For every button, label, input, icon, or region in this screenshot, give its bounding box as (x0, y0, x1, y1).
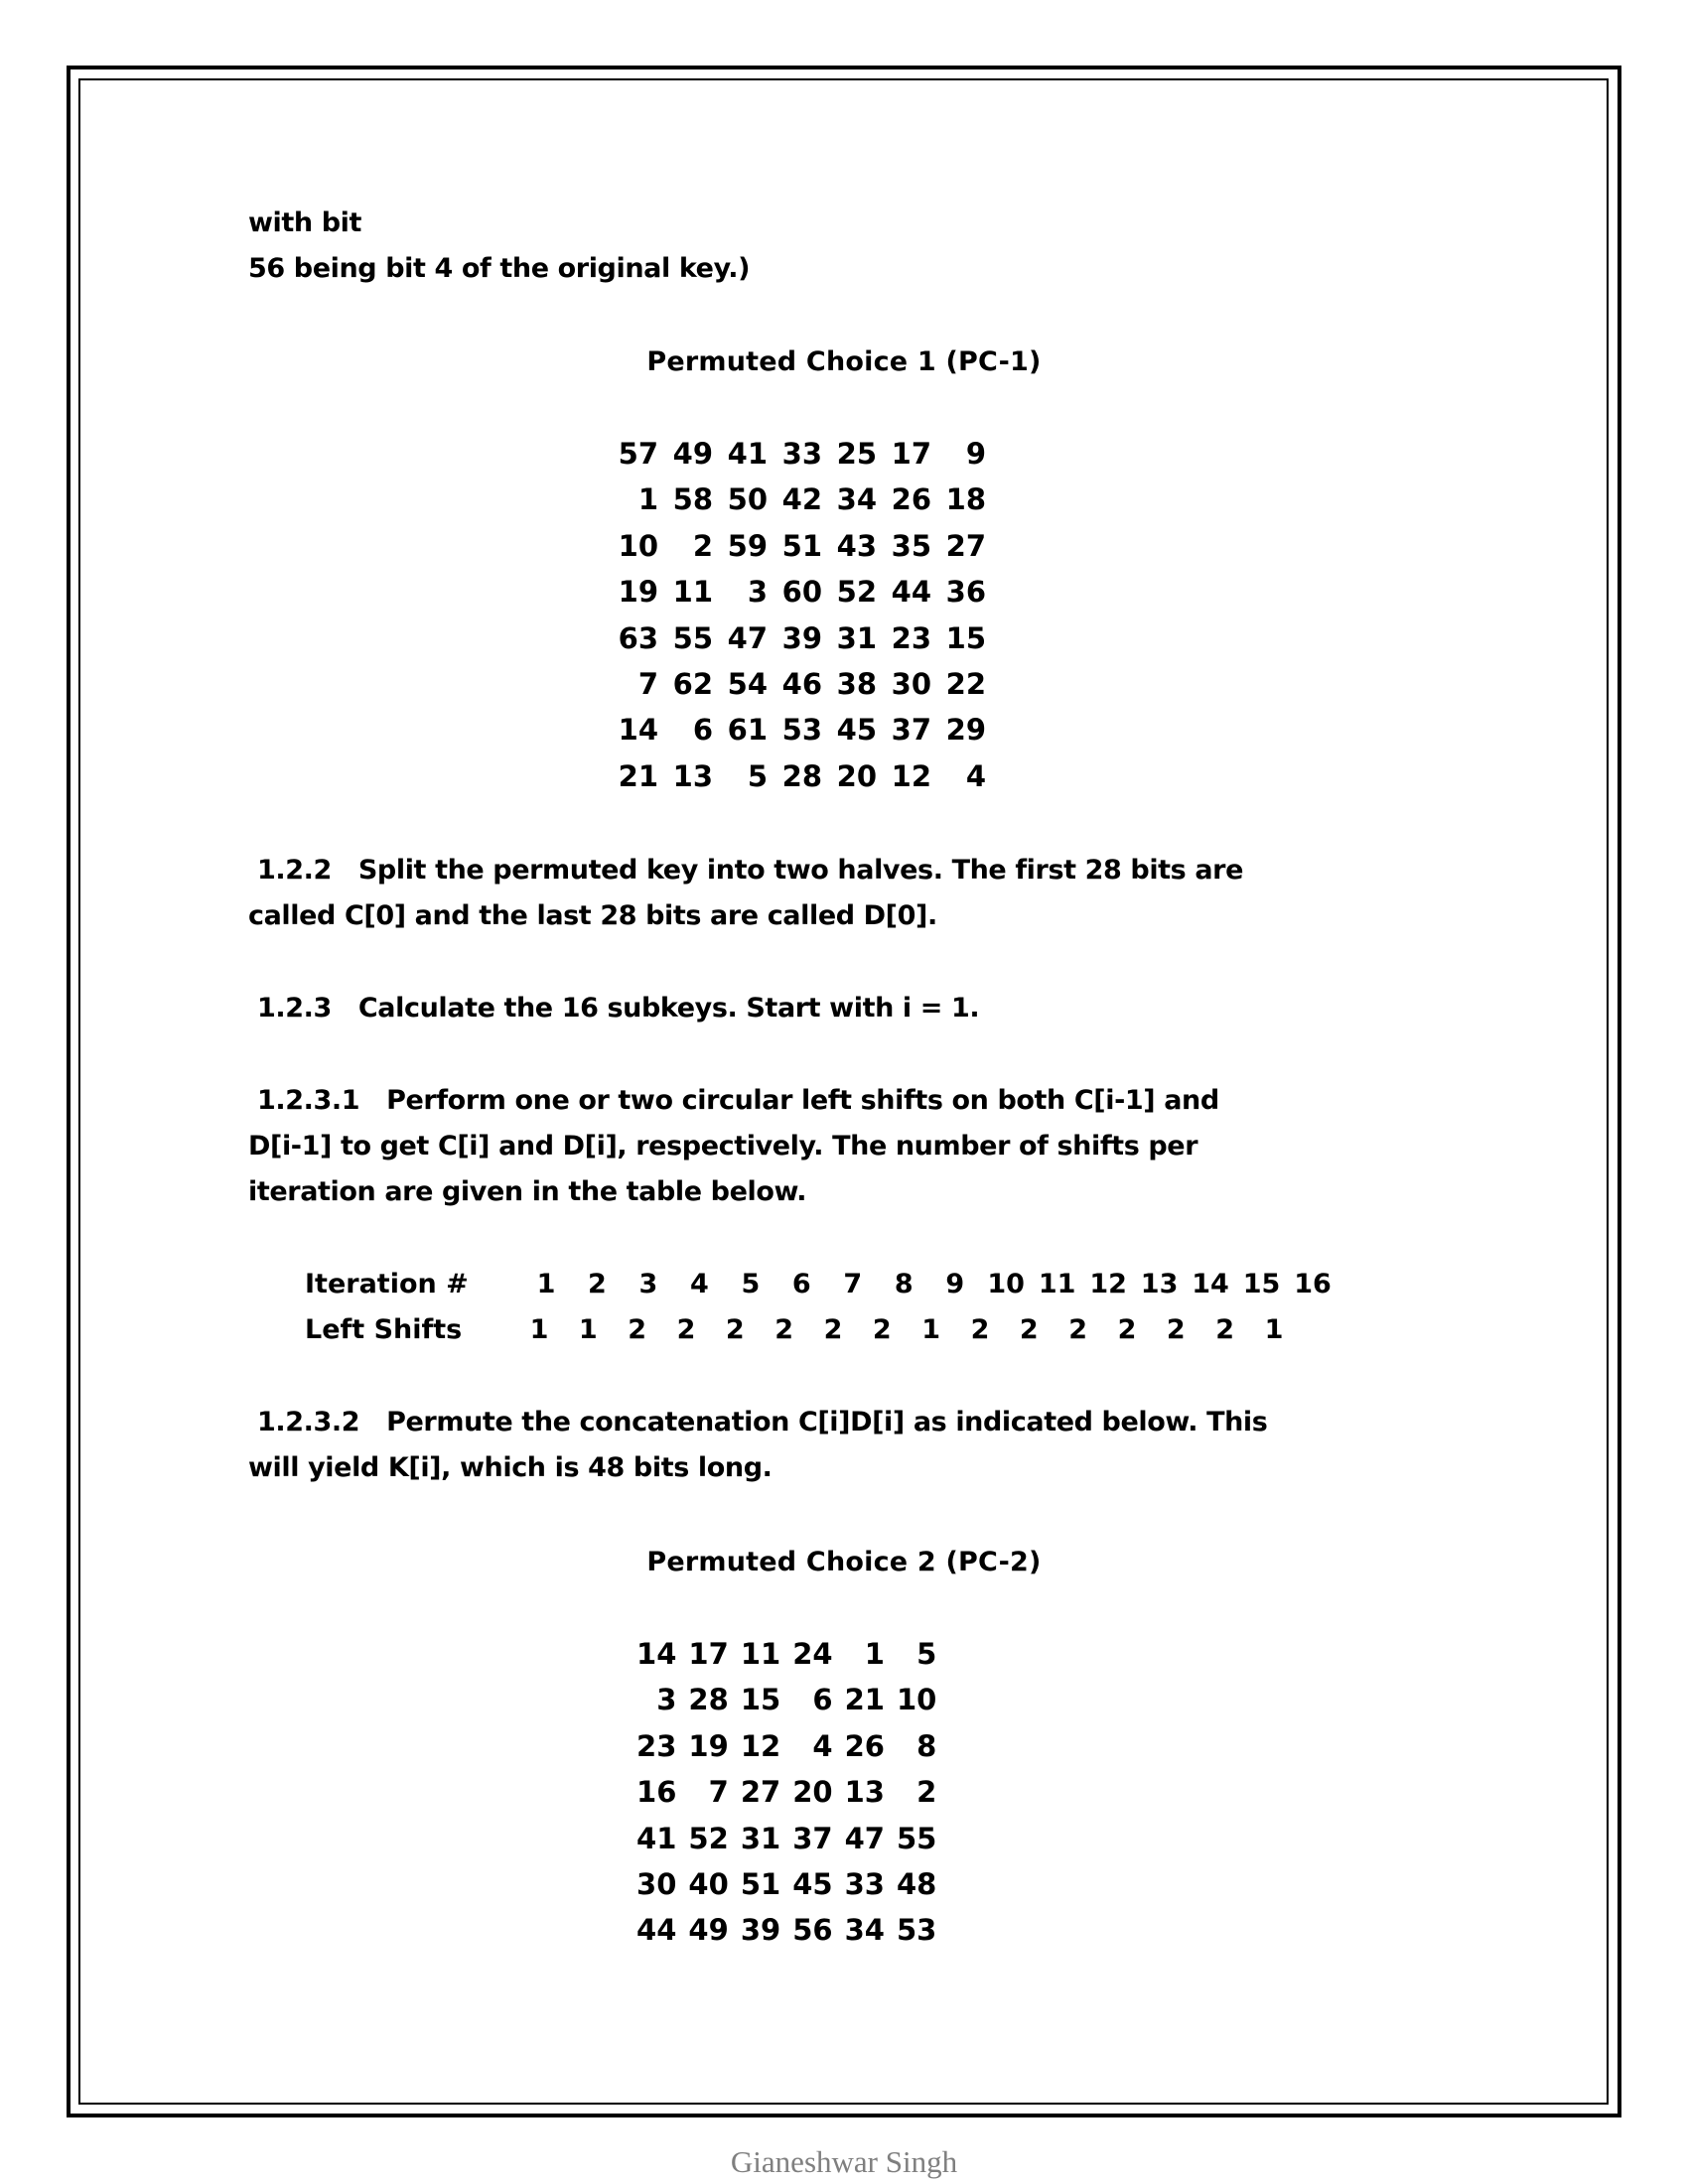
iteration-number: 12 (1089, 1269, 1127, 1299)
pc1-cell: 42 (781, 482, 822, 517)
pc2-cell: 5 (916, 1637, 937, 1671)
pc1-cell: 30 (891, 666, 931, 701)
pc2-cell: 10 (896, 1683, 937, 1717)
pc1-cell: 35 (891, 528, 931, 563)
pc2-cell: 19 (688, 1728, 729, 1763)
intro-line-2: 56 being bit 4 of the original key.) (248, 253, 751, 284)
left-shifts-label: Left Shifts (305, 1314, 463, 1345)
pc1-row (604, 707, 986, 752)
pc1-cell: 55 (672, 620, 713, 655)
pc1-cell: 27 (945, 528, 986, 563)
pc1-cell: 53 (781, 713, 822, 748)
pc2-cell: 26 (844, 1728, 885, 1763)
pc1-row (604, 569, 986, 614)
left-shift-value: 2 (774, 1314, 794, 1345)
pc2-cell: 1 (864, 1637, 885, 1671)
pc2-cell: 40 (688, 1866, 729, 1901)
pc1-cell: 20 (836, 758, 877, 793)
pc2-cell: 4 (812, 1728, 833, 1763)
step-1-2-3-1-line-2: D[i-1] to get C[i] and D[i], respectively. The number of shifts per (248, 1131, 1198, 1161)
pc1-cell: 2 (692, 528, 713, 563)
pc2-cell: 20 (792, 1775, 833, 1810)
left-shift-value: 2 (628, 1314, 647, 1345)
iteration-number: 2 (588, 1269, 607, 1299)
left-shift-value: 2 (1068, 1314, 1088, 1345)
left-shift-value: 2 (823, 1314, 843, 1345)
pc2-row (625, 1677, 936, 1722)
iteration-number: 15 (1242, 1269, 1281, 1299)
pc2-cell: 31 (740, 1821, 781, 1855)
pc2-cell: 28 (688, 1683, 729, 1717)
pc2-cell: 37 (792, 1821, 833, 1855)
pc1-cell: 5 (747, 758, 768, 793)
pc2-row (625, 1907, 936, 1953)
pc1-cell: 11 (672, 575, 713, 610)
iteration-number: 14 (1192, 1269, 1229, 1299)
step-1-2-3-1-line-1: 1.2.3.1 Perform one or two circular left shifts on both C[i-1] and (248, 1085, 1219, 1116)
pc1-cell: 7 (637, 666, 658, 701)
step-1-2-2-line-2: called C[0] and the last 28 bits are called D[0]. (248, 900, 937, 931)
step-1-2-2-line-1: 1.2.2 Split the permuted key into two halves. The first 28 bits are (248, 855, 1243, 886)
pc1-cell: 38 (836, 666, 877, 701)
left-shift-value: 2 (1019, 1314, 1039, 1345)
pc1-cell: 44 (891, 575, 931, 610)
pc2-cell: 16 (636, 1775, 677, 1810)
pc1-cell: 18 (945, 482, 986, 517)
pc1-cell: 6 (692, 713, 713, 748)
pc2-cell: 56 (792, 1913, 833, 1948)
pc2-row (625, 1631, 936, 1677)
pc2-cell: 39 (740, 1913, 781, 1948)
pc2-cell: 49 (688, 1913, 729, 1948)
pc2-cell: 7 (708, 1775, 729, 1810)
left-shift-value: 1 (921, 1314, 941, 1345)
pc1-cell: 29 (945, 713, 986, 748)
pc1-cell: 43 (836, 528, 877, 563)
iteration-label: Iteration # (305, 1269, 469, 1299)
pc1-row (604, 431, 986, 477)
pc1-cell: 59 (727, 528, 768, 563)
pc2-cell: 27 (740, 1775, 781, 1810)
pc1-cell: 37 (891, 713, 931, 748)
pc1-row (604, 477, 986, 522)
pc1-cell: 1 (637, 482, 658, 517)
pc1-cell: 63 (618, 620, 658, 655)
pc1-cell: 19 (618, 575, 658, 610)
pc2-cell: 45 (792, 1866, 833, 1901)
pc1-cell: 58 (672, 482, 713, 517)
intro-line-1: with bit (248, 207, 362, 238)
pc2-cell: 47 (844, 1821, 885, 1855)
pc2-cell: 53 (896, 1913, 937, 1948)
iteration-number: 3 (638, 1269, 658, 1299)
pc1-cell: 61 (727, 713, 768, 748)
pc2-cell: 48 (896, 1866, 937, 1901)
pc1-cell: 39 (781, 620, 822, 655)
pc2-cell: 17 (688, 1637, 729, 1671)
pc1-row (604, 661, 986, 707)
pc1-cell: 25 (836, 437, 877, 471)
pc1-row (604, 523, 986, 569)
pc2-row (625, 1816, 936, 1861)
pc2-cell: 2 (916, 1775, 937, 1810)
pc1-cell: 57 (618, 437, 658, 471)
pc2-cell: 34 (844, 1913, 885, 1948)
left-shift-value: 2 (1215, 1314, 1235, 1345)
pc1-cell: 12 (891, 758, 931, 793)
pc2-table (625, 1631, 936, 1954)
pc1-cell: 46 (781, 666, 822, 701)
pc2-cell: 41 (636, 1821, 677, 1855)
pc2-title: Permuted Choice 2 (PC-2) (646, 1547, 1042, 1577)
pc2-cell: 3 (656, 1683, 677, 1717)
pc2-row (625, 1769, 936, 1815)
pc1-cell: 36 (945, 575, 986, 610)
left-shift-value: 2 (1166, 1314, 1186, 1345)
pc1-cell: 33 (781, 437, 822, 471)
pc1-cell: 17 (891, 437, 931, 471)
iteration-number: 10 (987, 1269, 1025, 1299)
pc1-row (604, 753, 986, 799)
pc2-cell: 21 (844, 1683, 885, 1717)
pc2-cell: 14 (636, 1637, 677, 1671)
left-shift-value: 1 (578, 1314, 598, 1345)
left-shift-value: 2 (725, 1314, 745, 1345)
pc1-cell: 47 (727, 620, 768, 655)
pc2-cell: 11 (740, 1637, 781, 1671)
pc1-cell: 50 (727, 482, 768, 517)
left-shift-value: 2 (1117, 1314, 1137, 1345)
pc1-cell: 51 (781, 528, 822, 563)
pc1-cell: 45 (836, 713, 877, 748)
pc2-cell: 52 (688, 1821, 729, 1855)
pc2-cell: 30 (636, 1866, 677, 1901)
pc2-row (625, 1723, 936, 1769)
iteration-number: 8 (894, 1269, 914, 1299)
pc1-table (604, 431, 986, 799)
iteration-number: 4 (689, 1269, 709, 1299)
pc1-cell: 62 (672, 666, 713, 701)
pc2-cell: 33 (844, 1866, 885, 1901)
pc1-title: Permuted Choice 1 (PC-1) (646, 346, 1042, 377)
pc1-cell: 41 (727, 437, 768, 471)
pc1-cell: 3 (747, 575, 768, 610)
left-shift-value: 1 (1264, 1314, 1284, 1345)
left-shift-value: 2 (872, 1314, 892, 1345)
pc1-cell: 23 (891, 620, 931, 655)
pc2-cell: 12 (740, 1728, 781, 1763)
pc1-cell: 13 (672, 758, 713, 793)
pc1-cell: 15 (945, 620, 986, 655)
pc1-row (604, 615, 986, 661)
pc2-cell: 51 (740, 1866, 781, 1901)
iteration-number: 6 (791, 1269, 811, 1299)
pc1-cell: 21 (618, 758, 658, 793)
pc2-row (625, 1861, 936, 1907)
pc1-cell: 49 (672, 437, 713, 471)
iteration-number: 7 (843, 1269, 863, 1299)
step-1-2-3-2-line-2: will yield K[i], which is 48 bits long. (248, 1452, 773, 1483)
pc2-cell: 6 (812, 1683, 833, 1717)
pc1-cell: 14 (618, 713, 658, 748)
pc1-cell: 52 (836, 575, 877, 610)
pc1-cell: 22 (945, 666, 986, 701)
left-shift-value: 1 (529, 1314, 549, 1345)
left-shift-value: 2 (970, 1314, 990, 1345)
step-1-2-3-line-1: 1.2.3 Calculate the 16 subkeys. Start with i = 1. (248, 993, 980, 1024)
pc1-cell: 26 (891, 482, 931, 517)
pc2-cell: 24 (792, 1637, 833, 1671)
left-shift-value: 2 (676, 1314, 696, 1345)
step-1-2-3-1-line-3: iteration are given in the table below. (248, 1176, 807, 1207)
iteration-number: 16 (1294, 1269, 1332, 1299)
iteration-number: 11 (1038, 1269, 1076, 1299)
pc1-cell: 34 (836, 482, 877, 517)
pc1-cell: 54 (727, 666, 768, 701)
iteration-number: 1 (536, 1269, 556, 1299)
pc1-cell: 9 (965, 437, 986, 471)
step-1-2-3-2-line-1: 1.2.3.2 Permute the concatenation C[i]D[i] as indicated below. This (248, 1407, 1268, 1437)
pc2-cell: 13 (844, 1775, 885, 1810)
pc1-cell: 60 (781, 575, 822, 610)
iteration-number: 9 (945, 1269, 965, 1299)
pc1-cell: 10 (618, 528, 658, 563)
iteration-number: 13 (1140, 1269, 1179, 1299)
pc1-cell: 31 (836, 620, 877, 655)
pc2-cell: 44 (636, 1913, 677, 1948)
pc1-cell: 4 (965, 758, 986, 793)
pc2-cell: 23 (636, 1728, 677, 1763)
iteration-number: 5 (741, 1269, 761, 1299)
pc2-cell: 55 (896, 1821, 937, 1855)
pc2-cell: 15 (740, 1683, 781, 1717)
pc2-cell: 8 (916, 1728, 937, 1763)
footer-author: Gianeshwar Singh (730, 2144, 958, 2179)
pc1-cell: 28 (781, 758, 822, 793)
